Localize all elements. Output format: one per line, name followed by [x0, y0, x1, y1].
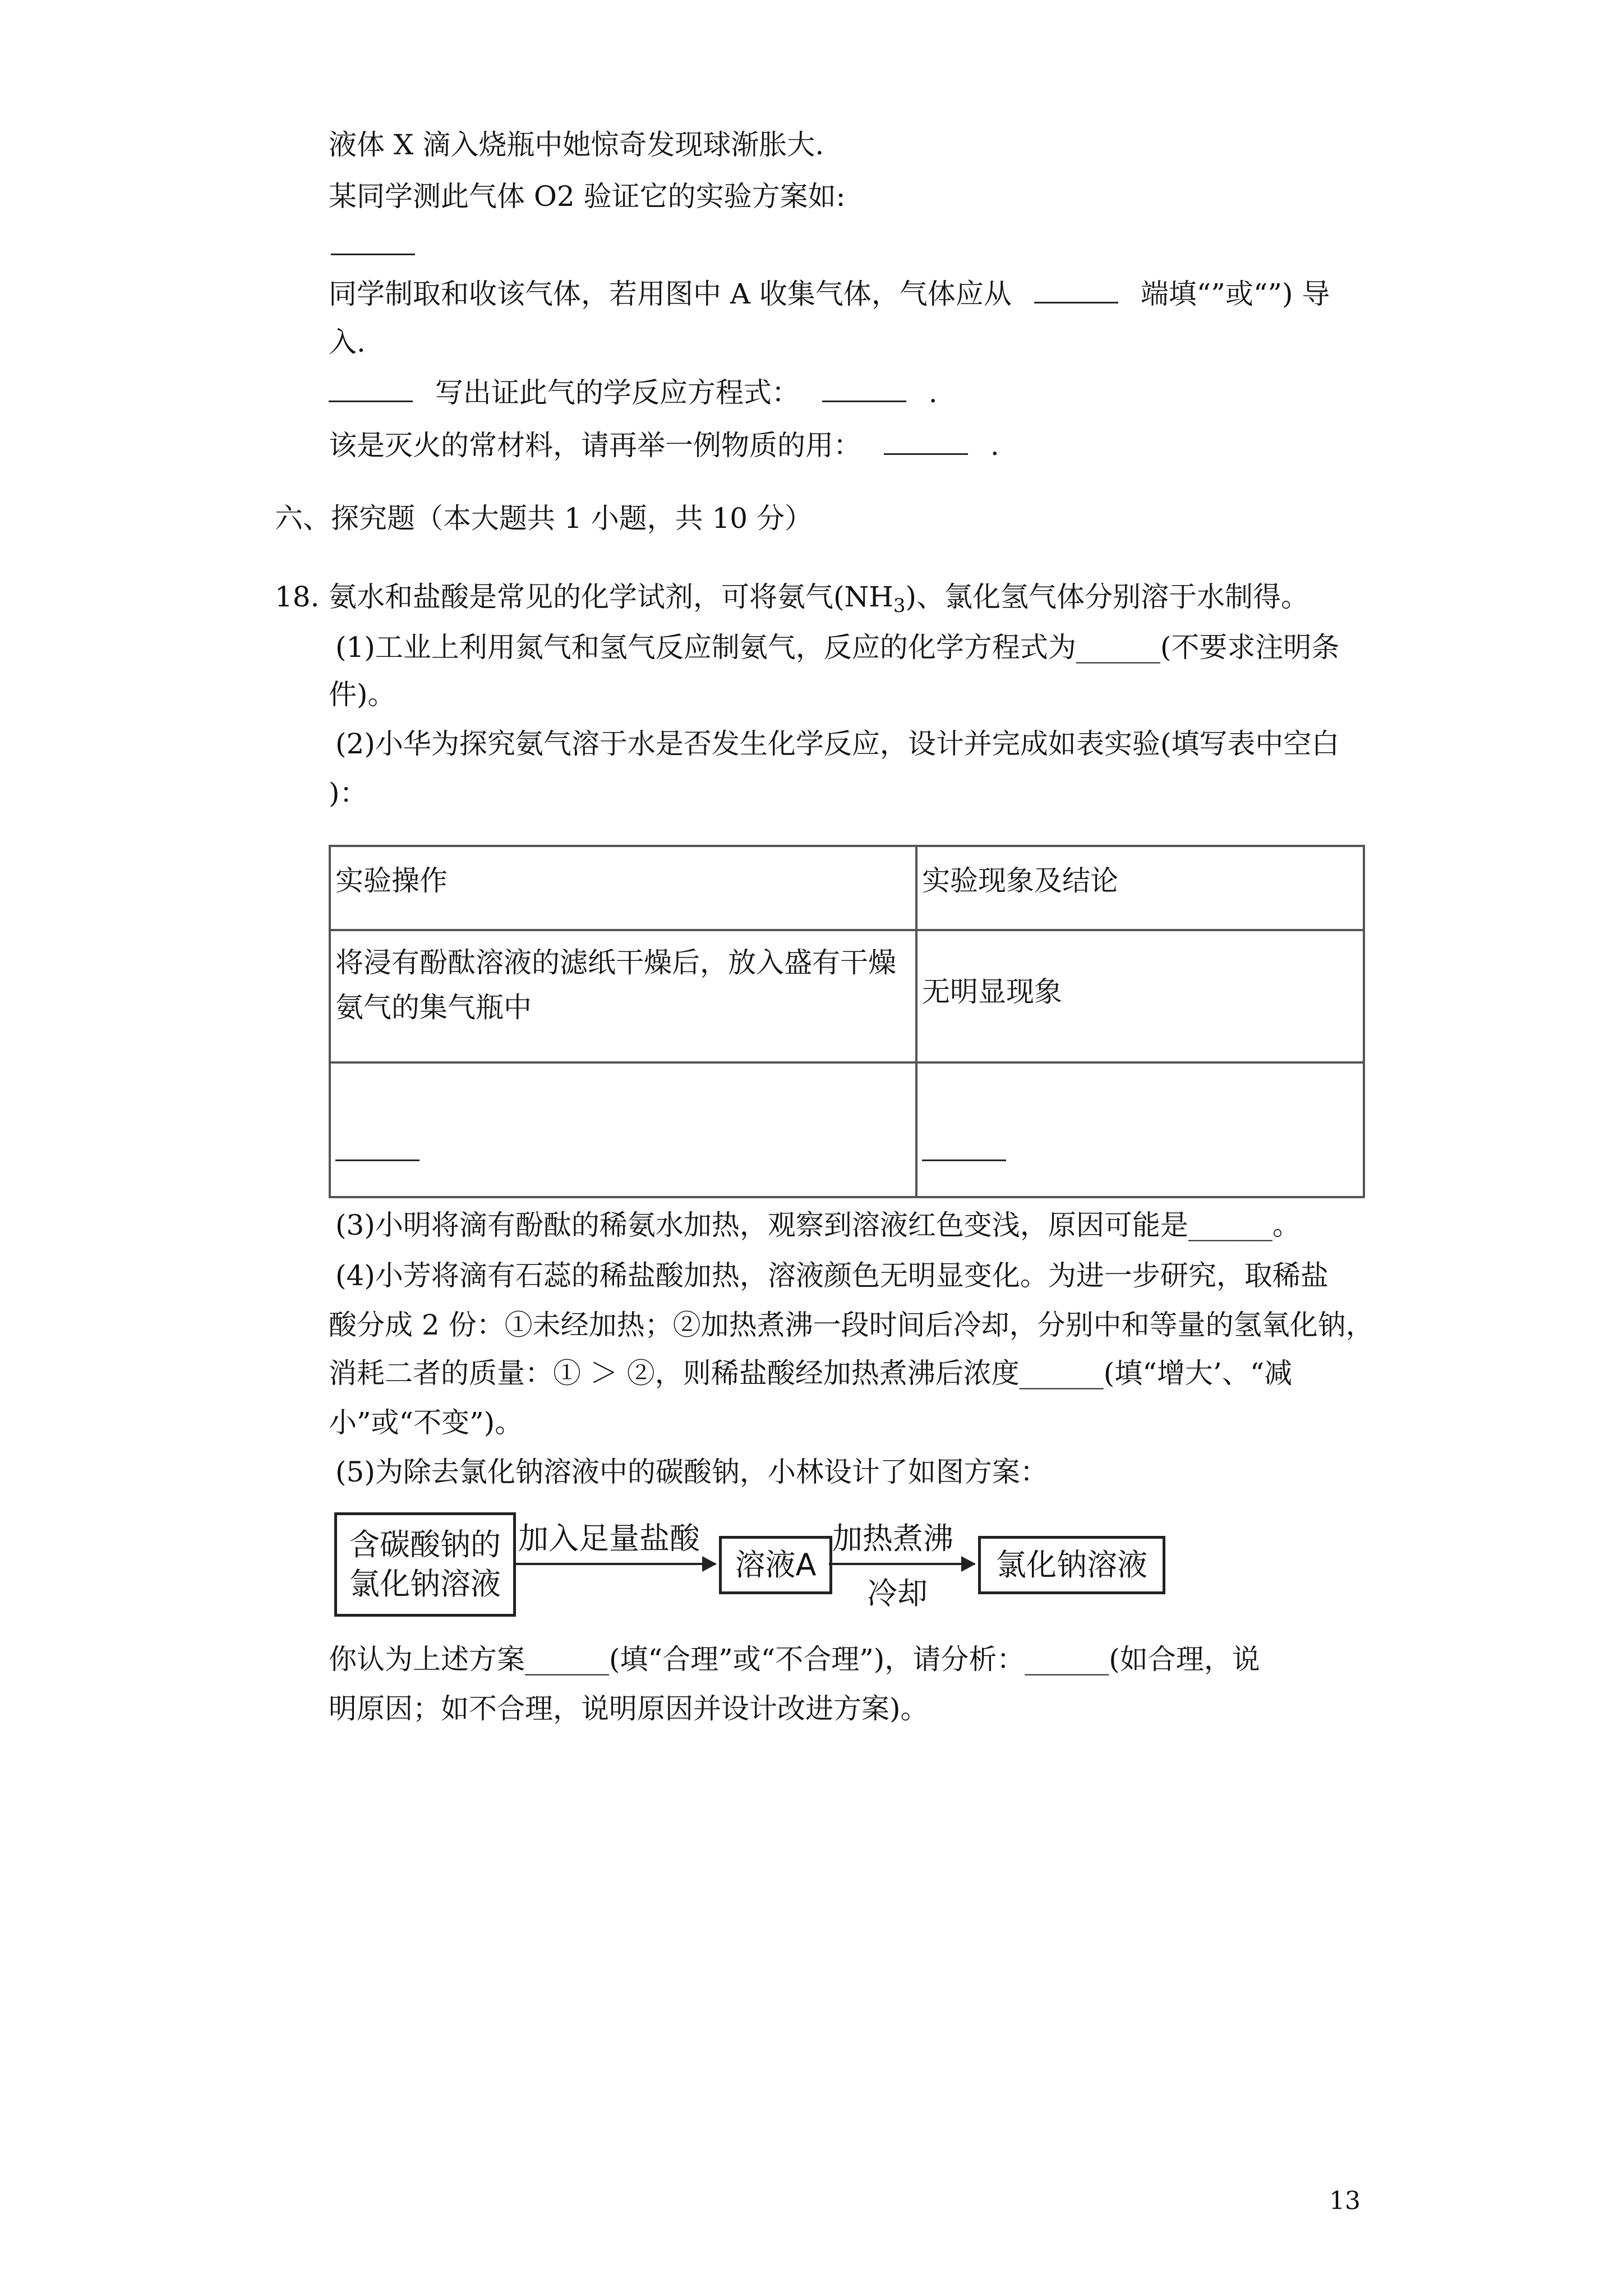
part-4-line3: 消耗二者的质量：① ＞ ②，则稀盐酸经加热煮沸后浓度______(填“增大’、“减	[329, 1357, 1293, 1389]
text-line-5	[329, 376, 938, 409]
text-line-1: 液体 X 滴入烧瓶中她惊奇发现球渐胀大.	[329, 128, 824, 161]
table-header-row	[330, 846, 1364, 930]
intro-text-end: )、氯化氢气体分别溶于水制得。	[905, 581, 1310, 613]
answer-blank[interactable]	[329, 376, 413, 402]
part-3: (3)小明将滴有酚酞的稀氨水加热，观察到溶液红色变浅，原因可能是______。	[335, 1209, 1301, 1241]
answer-blank[interactable]	[331, 229, 415, 263]
text-line-5a: 写出证此气的学反应方程式：	[435, 376, 800, 409]
table-row	[330, 930, 1364, 1062]
section-heading: 六、探究题（本大题共 1 小题，共 10 分）	[275, 502, 813, 535]
text-line-6	[329, 429, 999, 462]
subscript: 3	[893, 595, 906, 617]
experiment-table	[329, 845, 1365, 1198]
text-line-3b: 端填“”或“”) 导	[1140, 278, 1330, 310]
part-4-line4: 小”或“不变”)。	[329, 1406, 523, 1439]
text-line-6a: 该是灭火的常材料，请再举一例物质的用：	[329, 429, 861, 462]
text-line-6b: .	[990, 429, 999, 462]
row1-result: 无明显现象	[916, 930, 1364, 1062]
part-6-cont: 明原因；如不合理，说明原因并设计改进方案)。	[329, 1692, 929, 1725]
part-4-line2: 酸分成 2 份：①未经加热；②加热煮沸一段时间后冷却，分别中和等量的氢氧化钠，	[329, 1309, 1374, 1341]
flow-box-end: 氯化钠溶液	[978, 1536, 1165, 1594]
flow-arrow-2	[829, 1563, 975, 1565]
flow-box-solution-a: 溶液A	[719, 1536, 832, 1594]
part-5: (5)为除去氯化钠溶液中的碳酸钠，小林设计了如图方案：	[335, 1456, 1048, 1488]
answer-blank[interactable]	[884, 429, 968, 455]
question-intro	[329, 580, 1309, 623]
flow-box-start: 含碳酸钠的 氯化钠溶液	[334, 1512, 516, 1617]
flow-label-cool: 冷却	[867, 1576, 928, 1611]
text-line-4: 入.	[329, 326, 366, 358]
row2-result-blank[interactable]	[916, 1062, 1364, 1197]
answer-blank[interactable]	[822, 376, 906, 402]
flow-label-add-acid: 加入足量盐酸	[518, 1521, 700, 1556]
part-6: 你认为上述方案______(填“合理”或“不合理”)，请分析：______(如合理，说	[329, 1643, 1260, 1676]
part-1-cont: 件)。	[329, 678, 396, 711]
table-row	[330, 1062, 1364, 1197]
row2-operation-blank[interactable]	[330, 1062, 916, 1197]
part-4: (4)小芳将滴有石蕊的稀盐酸加热，溶液颜色无明显变化。为进一步研究，取稀盐	[335, 1259, 1329, 1292]
text-line-5b: .	[928, 376, 938, 409]
row1-operation: 将浸有酚酞溶液的滤纸干燥后，放入盛有干燥 氨气的集气瓶中	[330, 930, 916, 1062]
answer-blank[interactable]	[1034, 277, 1118, 303]
header-operation: 实验操作	[330, 846, 916, 930]
text-line-3a: 同学制取和收该气体，若用图中 A 收集气体，气体应从	[329, 278, 1012, 310]
intro-text: 氨水和盐酸是常见的化学试剂，可将氨气(NH	[329, 581, 893, 613]
header-result: 实验现象及结论	[916, 846, 1364, 930]
page-number: 13	[1329, 2187, 1361, 2215]
question-number: 18.	[275, 581, 320, 613]
text-line-2: 某同学测此气体 O2 验证它的实验方案如:	[329, 180, 846, 213]
flow-arrow-1	[514, 1563, 716, 1565]
part-1: (1)工业上利用氮气和氢气反应制氨气，反应的化学方程式为______(不要求注明条	[335, 631, 1340, 664]
part-2-cont: )：	[329, 777, 368, 809]
text-line-3	[329, 277, 1330, 311]
flow-label-boil: 加热煮沸	[832, 1521, 953, 1556]
part-2: (2)小华为探究氨气溶于水是否发生化学反应，设计并完成如表实验(填写表中空白	[335, 728, 1340, 760]
